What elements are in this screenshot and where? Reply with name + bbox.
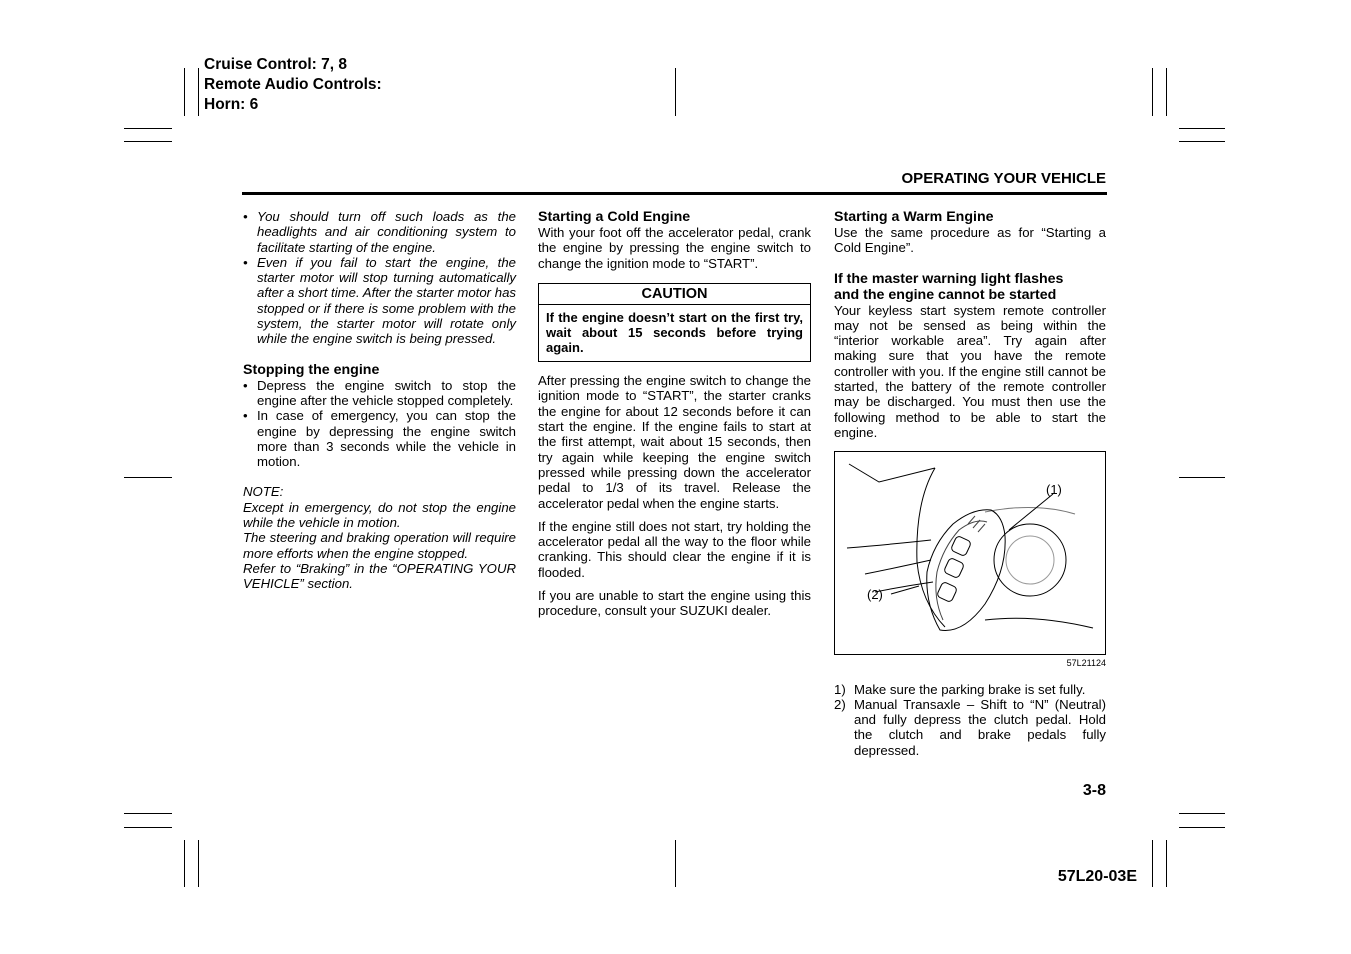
master-warning-text: Your keyless start system remote controller may not be sensed as being within the “interior workable area”. Try again after making sure that you have the remote controller with you. If the engine still cannot be started, the battery of the remote controller may be discharged. You must then use the following method to be able to start the engine. xyxy=(834,302,1106,440)
note-text: The steering and braking operation will require more efforts when the engine stopped. xyxy=(243,530,516,561)
crop-mark xyxy=(1152,68,1153,116)
note-text: Except in emergency, do not stop the engine while the vehicle in motion. xyxy=(243,499,516,531)
bullet-text: You should turn off such loads as the headlights and air conditioning system to facilitate starting of the engine. xyxy=(257,209,516,255)
note-label: NOTE: xyxy=(243,484,284,500)
crop-mark xyxy=(1179,141,1225,142)
crop-mark xyxy=(124,827,172,828)
warm-engine-text: Use the same procedure as for “Starting a Cold Engine”. xyxy=(834,225,1106,256)
caution-box xyxy=(538,283,811,362)
step-number: 2) xyxy=(834,696,846,712)
crop-mark xyxy=(198,68,199,116)
list-item xyxy=(243,209,516,255)
figure-code: 57L21124 xyxy=(1066,658,1106,669)
callout-2: (2) xyxy=(867,587,883,603)
section-header: OPERATING YOUR VEHICLE xyxy=(901,170,1106,187)
bullet-text: Depress the engine switch to stop the engine after the vehicle stopped completely. xyxy=(257,377,516,408)
crop-mark xyxy=(124,128,172,129)
stopping-heading: Stopping the engine xyxy=(243,361,380,378)
crop-mark xyxy=(124,141,172,142)
paragraph: If you are unable to start the engine using this procedure, consult your SUZUKI dealer. xyxy=(538,588,811,619)
crop-mark xyxy=(1166,840,1167,887)
step-text: Manual Transaxle – Shift to “N” (Neutral) and fully depress the clutch pedal. Hold the clutch and brake pedals fully depressed. xyxy=(854,696,1106,758)
crop-mark xyxy=(1179,477,1225,478)
crop-mark xyxy=(675,840,676,887)
step-number: 1) xyxy=(834,681,846,697)
crop-mark xyxy=(124,813,172,814)
key-fob-illustration xyxy=(834,451,1106,655)
top-note xyxy=(204,55,382,115)
page-number: 3-8 xyxy=(1082,782,1106,799)
crop-mark xyxy=(1179,827,1225,828)
master-warning-heading: and the engine cannot be started xyxy=(834,286,1057,303)
cold-engine-intro: With your foot off the accelerator pedal, crank the engine by pressing the engine switch to change the ignition mode to “START”. xyxy=(538,225,811,271)
list-item xyxy=(243,255,516,347)
crop-mark xyxy=(124,477,172,478)
cold-engine-heading: Starting a Cold Engine xyxy=(538,209,691,225)
crop-mark xyxy=(1179,813,1225,814)
top-note-line: Remote Audio Controls: xyxy=(204,76,382,93)
bullet-text: In case of emergency, you can stop the engine by depressing the engine switch more than 3 seconds while the vehicle in motion. xyxy=(257,408,516,470)
crop-mark xyxy=(184,840,185,887)
crop-mark xyxy=(184,68,185,116)
list-item xyxy=(834,697,1106,758)
step-text: Make sure the parking brake is set fully. xyxy=(854,681,1086,697)
warm-engine-heading: Starting a Warm Engine xyxy=(834,209,994,225)
list-item xyxy=(834,682,1106,697)
master-warning-heading: If the master warning light flashes xyxy=(834,270,1064,287)
crop-mark xyxy=(198,840,199,887)
callout-1: (1) xyxy=(1046,482,1062,498)
list-item xyxy=(243,378,516,409)
key-fob-drawing xyxy=(835,452,1105,654)
crop-mark xyxy=(1166,68,1167,116)
paragraph: After pressing the engine switch to change the ignition mode to “START”, the starter cranks the engine for about 12 seconds before it can start the engine. If the engine fails to start at the first attempt, wait about 15 seconds, then try again while keeping the engine switch pressed while pressing down the accelerator pedal to 1/3 of its travel. Release the accelerator pedal when the engine starts. xyxy=(538,373,811,511)
bullet-mark: • xyxy=(243,377,248,393)
header-rule xyxy=(242,192,1107,195)
crop-mark xyxy=(1152,840,1153,887)
column-2 xyxy=(538,209,811,619)
bullet-mark: • xyxy=(243,254,248,270)
bullet-text: Even if you fail to start the engine, the starter motor will stop turning automatically after a short time. After the starter motor has stopped or if there is some problem with the system, the starter motor will rotate only while the engine switch is being pressed. xyxy=(257,254,516,347)
crop-mark xyxy=(675,68,676,116)
column-3 xyxy=(834,209,1106,758)
top-note-line: Cruise Control: 7, 8 xyxy=(204,56,347,73)
paragraph: If the engine still does not start, try holding the accelerator pedal all the way to the floor while cranking. This should clear the engine if it is flooded. xyxy=(538,518,811,580)
document-code: 57L20-03E xyxy=(1057,868,1137,885)
note-text: Refer to “Braking” in the “OPERATING YOUR VEHICLE” section. xyxy=(243,560,516,592)
top-note-line: Horn: 6 xyxy=(204,96,259,113)
caution-text: If the engine doesn’t start on the first try, wait about 15 seconds before trying again. xyxy=(546,310,803,356)
caution-title: CAUTION xyxy=(539,284,810,305)
bullet-mark: • xyxy=(243,209,248,224)
list-item xyxy=(243,408,516,469)
column-1 xyxy=(243,209,516,592)
bullet-mark: • xyxy=(243,408,248,424)
crop-mark xyxy=(1179,128,1225,129)
